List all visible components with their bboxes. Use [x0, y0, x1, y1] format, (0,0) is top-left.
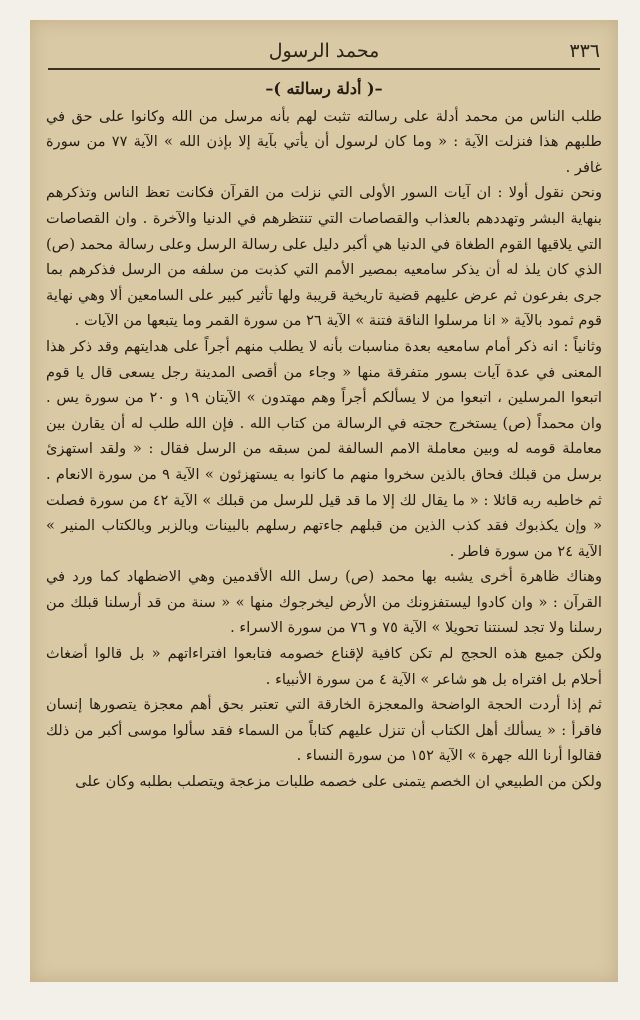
paragraph: ثم إذا أردت الحجة الواضحة والمعجزة الخارقة التي تعتبر بحق أهم معجزة يتصورها إنسان فاقرأ : « يسألك أهل الكتاب أن تنزل عليهم كتاباً من السماء فقد سألوا موسى أكبر من ذلك فقالوا أرنا الله جهرة » الآية ١٥٢ من سورة النساء .	[46, 696, 602, 765]
header-divider	[48, 68, 600, 70]
section-title: –( أدلة رسالته )–	[265, 79, 383, 98]
paragraph: ولكن جميع هذه الحجج لم تكن كافية لإقناع خصومه فتابعوا افتراءاتهم « بل قالوا أضغاث أحلام بل افتراه بل هو شاعر » الآية ٤ من سورة الأنبياء .	[46, 645, 602, 688]
page-header	[30, 36, 618, 70]
running-title: محمد الرسول	[268, 40, 380, 62]
page-number: ٣٣٦	[569, 40, 600, 62]
book-page	[30, 20, 618, 982]
paragraph: وهناك ظاهرة أخرى يشبه بها محمد (ص) رسل الله الأقدمين وهي الاضطهاد كما ورد في القرآن : « وان كادوا ليستفزونك من الأرض ليخرجوك منها » « سنة من قد أرسلنا قبلك من رسلنا ولا تجد لسنتنا تحويلا » الآية ٧٥ و ٧٦ من سورة الاسراء .	[46, 568, 602, 637]
paragraph: ولكن من الطبيعي ان الخصم يتمنى على خصمه طلبات مزعجة ويتصلب بطلبه وكان على	[75, 773, 602, 791]
page-body	[46, 76, 602, 976]
paragraph: ونحن نقول أولا : ان آيات السور الأولى التي نزلت من القرآن فكانت تعظ الناس وتذكرهم بنهاية البشر وتهددهم بالعذاب والقصاصات التي تنتظرهم في الدنيا والآخرة . وان القصاصات التي يلاقيها القوم الطغاة في الدنيا هي أكبر دليل على رسالة الرسل وعلى رسالة محمد (ص) الذي كان يلذ له أن يذكر سامعيه بمصير الأمم التي كذبت من سلفه من الرسل فذكرهم بما جرى بفرعون ثم عرض عليهم قضية تاريخية قريبة ولها تأثير كبير على السامعين ألا وهي نهاية قوم ثمود بالآية « انا مرسلوا الناقة فتنة » الآية ٢٦ من سورة القمر وما يتبعها من الآيات .	[46, 184, 602, 330]
paragraph: طلب الناس من محمد أدلة على رسالته تثبت لهم بأنه مرسل من الله وكانوا على حق في طلبهم هذا فنزلت الآية : « وما كان لرسول أن يأتي بآية إلا بإذن الله » الآية ٧٧ من سورة غافر .	[46, 107, 602, 176]
paragraph: وثانياً : انه ذكر أمام سامعيه بعدة مناسبات بأنه لا يطلب منهم أجراً على هدايتهم وقد ذكر هذا المعنى في عدة آيات بسور متفرقة منها « وجاء من أقصى المدينة رجل يسعى قال يا قوم اتبعوا المرسلين ، اتبعوا من لا يسألكم أجراً وهم مهتدون » الآيتان ١٩ و ٢٠ من سورة يس . وان محمداً (ص) يستخرج حجته في الرسالة من كتاب الله . فإن الله طلب له أن يقارن بين معاملة قومه له وبين معاملة الامم السالفة لمن سبقه من الرسل فقال : « ولقد استهزئ برسل من قبلك فحاق بالذين سخروا منهم ما كانوا به يستهزئون » الآية ٩ من سورة الانعام . ثم خاطبه ربه قائلا : « ما يقال لك إلا ما قد قيل للرسل من قبلك » الآية ٤٢ من سورة فصلت « وإن يكذبوك فقد كذب الذين من قبلهم جاءتهم رسلهم بالبينات وبالزبر وبالكتاب المنير » الآية ٢٤ من سورة فاطر .	[46, 337, 602, 560]
